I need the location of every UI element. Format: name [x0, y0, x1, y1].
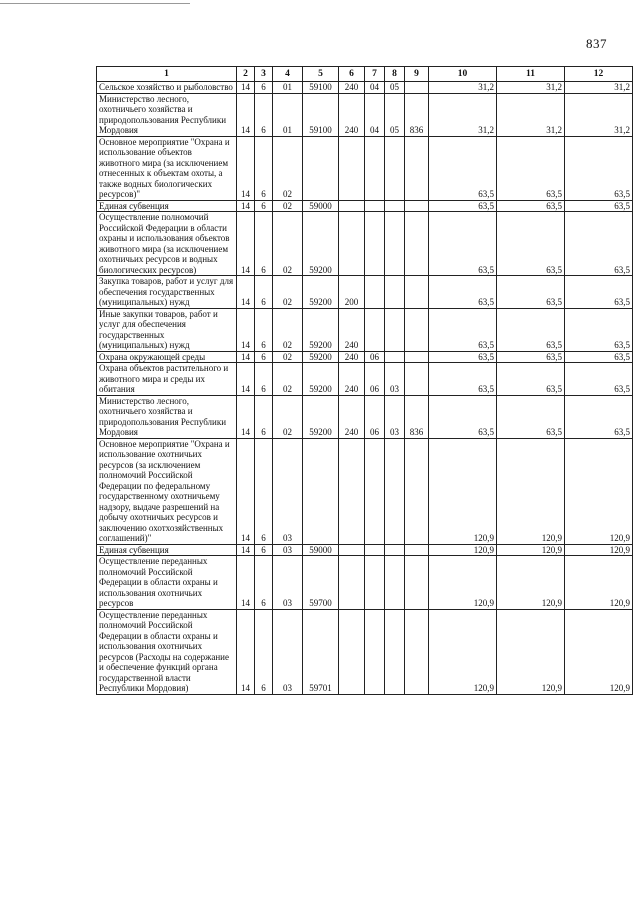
row-value-cell: 03	[273, 544, 303, 556]
row-value-cell	[385, 308, 405, 351]
row-value-cell	[339, 200, 365, 212]
row-value-cell	[365, 212, 385, 276]
row-value-cell: 63,5	[565, 212, 633, 276]
table-row	[97, 395, 633, 438]
row-value-cell: 59200	[303, 212, 339, 276]
column-header-2: 2	[237, 67, 255, 82]
row-value-cell: 14	[237, 544, 255, 556]
row-value-cell: 02	[273, 276, 303, 309]
row-value-cell: 63,5	[565, 200, 633, 212]
row-value-cell: 6	[255, 276, 273, 309]
row-value-cell: 63,5	[429, 276, 497, 309]
row-value-cell: 31,2	[429, 82, 497, 94]
row-value-cell: 6	[255, 351, 273, 363]
row-value-cell: 240	[339, 363, 365, 396]
row-value-cell: 06	[365, 395, 385, 438]
row-value-cell: 59000	[303, 200, 339, 212]
row-value-cell: 120,9	[429, 609, 497, 694]
row-value-cell	[405, 82, 429, 94]
row-value-cell: 63,5	[497, 308, 565, 351]
row-value-cell: 06	[365, 351, 385, 363]
row-value-cell: 63,5	[497, 212, 565, 276]
column-header-8: 8	[385, 67, 405, 82]
table-header-row	[97, 67, 633, 82]
row-name-cell: Сельское хозяйство и рыболовство	[97, 82, 237, 94]
table-row	[97, 276, 633, 309]
row-value-cell	[405, 438, 429, 544]
table-row	[97, 93, 633, 136]
table-row	[97, 82, 633, 94]
row-value-cell: 14	[237, 82, 255, 94]
row-value-cell: 6	[255, 609, 273, 694]
row-value-cell: 14	[237, 200, 255, 212]
row-value-cell: 120,9	[565, 609, 633, 694]
row-name-cell: Единая субвенция	[97, 200, 237, 212]
row-value-cell: 04	[365, 82, 385, 94]
row-value-cell	[339, 212, 365, 276]
row-value-cell: 14	[237, 351, 255, 363]
row-value-cell	[385, 212, 405, 276]
table-row	[97, 609, 633, 694]
row-name-cell: Закупка товаров, работ и услуг для обеспечения государственных (муниципальных) нужд	[97, 276, 237, 309]
row-value-cell	[365, 136, 385, 200]
row-value-cell: 120,9	[497, 609, 565, 694]
page-number: 837	[586, 36, 607, 51]
row-value-cell: 120,9	[429, 438, 497, 544]
row-value-cell	[385, 136, 405, 200]
table-row	[97, 351, 633, 363]
row-value-cell	[405, 609, 429, 694]
row-value-cell: 63,5	[497, 351, 565, 363]
row-value-cell: 59200	[303, 276, 339, 309]
row-value-cell: 03	[273, 556, 303, 610]
row-value-cell	[385, 200, 405, 212]
row-value-cell: 59000	[303, 544, 339, 556]
row-value-cell: 06	[365, 363, 385, 396]
row-value-cell	[365, 308, 385, 351]
row-value-cell: 120,9	[497, 544, 565, 556]
row-value-cell: 836	[405, 395, 429, 438]
row-value-cell: 02	[273, 395, 303, 438]
row-value-cell	[365, 544, 385, 556]
row-value-cell: 6	[255, 93, 273, 136]
row-value-cell: 6	[255, 438, 273, 544]
row-value-cell: 31,2	[497, 93, 565, 136]
row-value-cell: 6	[255, 308, 273, 351]
row-value-cell: 6	[255, 556, 273, 610]
row-value-cell: 02	[273, 351, 303, 363]
row-value-cell: 02	[273, 363, 303, 396]
row-value-cell: 31,2	[497, 82, 565, 94]
column-header-6: 6	[339, 67, 365, 82]
row-value-cell: 59700	[303, 556, 339, 610]
row-value-cell: 6	[255, 395, 273, 438]
scan-top-rule	[0, 3, 190, 4]
row-value-cell: 59701	[303, 609, 339, 694]
row-value-cell: 01	[273, 82, 303, 94]
row-value-cell: 63,5	[497, 276, 565, 309]
row-value-cell: 59100	[303, 93, 339, 136]
row-value-cell: 120,9	[497, 556, 565, 610]
row-value-cell: 63,5	[565, 363, 633, 396]
row-value-cell: 02	[273, 308, 303, 351]
row-value-cell: 59100	[303, 82, 339, 94]
row-value-cell	[405, 363, 429, 396]
row-value-cell: 6	[255, 136, 273, 200]
row-value-cell: 59200	[303, 363, 339, 396]
row-value-cell: 59200	[303, 351, 339, 363]
column-header-11: 11	[497, 67, 565, 82]
row-value-cell	[365, 556, 385, 610]
row-value-cell: 240	[339, 308, 365, 351]
row-value-cell: 14	[237, 276, 255, 309]
row-value-cell	[365, 276, 385, 309]
row-value-cell	[339, 136, 365, 200]
budget-table	[96, 66, 633, 695]
row-value-cell	[405, 544, 429, 556]
row-value-cell	[385, 544, 405, 556]
row-value-cell: 120,9	[565, 544, 633, 556]
column-header-4: 4	[273, 67, 303, 82]
row-value-cell: 03	[385, 363, 405, 396]
row-value-cell	[405, 276, 429, 309]
row-value-cell: 63,5	[565, 136, 633, 200]
row-value-cell: 63,5	[497, 363, 565, 396]
row-name-cell: Министерство лесного, охотничьего хозяйства и природопользования Республики Мордовия	[97, 93, 237, 136]
column-header-3: 3	[255, 67, 273, 82]
row-value-cell	[405, 556, 429, 610]
row-value-cell	[303, 438, 339, 544]
row-value-cell: 14	[237, 363, 255, 396]
row-value-cell: 120,9	[429, 544, 497, 556]
row-value-cell: 63,5	[565, 395, 633, 438]
row-value-cell: 63,5	[497, 395, 565, 438]
row-value-cell: 63,5	[429, 308, 497, 351]
column-header-5: 5	[303, 67, 339, 82]
row-value-cell	[303, 136, 339, 200]
row-value-cell: 63,5	[429, 200, 497, 212]
row-value-cell: 63,5	[429, 136, 497, 200]
row-name-cell: Осуществление переданных полномочий Российской Федерации в области охраны и использования охотничьих ресурсов	[97, 556, 237, 610]
row-name-cell: Осуществление переданных полномочий Российской Федерации в области охраны и использования охотничьих ресурсов (Расходы на содержание и обеспечение функций органа государственной власти Республики Мордовия)	[97, 609, 237, 694]
row-value-cell: 63,5	[429, 212, 497, 276]
row-value-cell	[339, 544, 365, 556]
row-name-cell: Единая субвенция	[97, 544, 237, 556]
row-name-cell: Охрана объектов растительного и животного мира и среды их обитания	[97, 363, 237, 396]
row-value-cell	[405, 308, 429, 351]
row-value-cell: 240	[339, 82, 365, 94]
row-value-cell: 63,5	[497, 136, 565, 200]
row-value-cell: 63,5	[565, 276, 633, 309]
row-value-cell: 120,9	[565, 556, 633, 610]
row-value-cell: 05	[385, 93, 405, 136]
row-value-cell: 120,9	[565, 438, 633, 544]
row-value-cell: 14	[237, 136, 255, 200]
row-name-cell: Основное мероприятие "Охрана и использование объектов животного мира (за исключением отнесенных к объектам охоты, а также водных биологических ресурсов)"	[97, 136, 237, 200]
row-value-cell: 14	[237, 395, 255, 438]
row-value-cell	[365, 200, 385, 212]
row-name-cell: Министерство лесного, охотничьего хозяйства и природопользования Республики Мордовия	[97, 395, 237, 438]
row-value-cell	[385, 609, 405, 694]
row-name-cell: Охрана окружающей среды	[97, 351, 237, 363]
table-row	[97, 363, 633, 396]
column-header-9: 9	[405, 67, 429, 82]
table-row	[97, 136, 633, 200]
row-value-cell: 31,2	[565, 93, 633, 136]
row-value-cell: 03	[385, 395, 405, 438]
row-name-cell: Осуществление полномочий Российской Федерации в области охраны и использования объектов животного мира (за исключением охотничьих ресурсов и водных биологических ресурсов)	[97, 212, 237, 276]
row-value-cell: 240	[339, 93, 365, 136]
row-value-cell: 6	[255, 82, 273, 94]
row-value-cell	[339, 556, 365, 610]
row-value-cell: 02	[273, 212, 303, 276]
row-value-cell: 6	[255, 200, 273, 212]
row-value-cell: 14	[237, 308, 255, 351]
row-value-cell	[385, 276, 405, 309]
row-value-cell: 120,9	[429, 556, 497, 610]
row-value-cell: 01	[273, 93, 303, 136]
row-value-cell: 63,5	[429, 351, 497, 363]
row-value-cell: 14	[237, 212, 255, 276]
row-value-cell: 59200	[303, 395, 339, 438]
row-value-cell	[365, 609, 385, 694]
row-value-cell: 6	[255, 363, 273, 396]
row-value-cell: 03	[273, 438, 303, 544]
table-row	[97, 544, 633, 556]
row-value-cell: 63,5	[565, 351, 633, 363]
row-value-cell: 03	[273, 609, 303, 694]
row-name-cell: Иные закупки товаров, работ и услуг для обеспечения государственных (муниципальных) нужд	[97, 308, 237, 351]
row-value-cell: 14	[237, 438, 255, 544]
row-value-cell: 31,2	[429, 93, 497, 136]
row-value-cell	[405, 136, 429, 200]
row-value-cell	[339, 438, 365, 544]
row-value-cell	[405, 351, 429, 363]
column-header-7: 7	[365, 67, 385, 82]
row-value-cell: 200	[339, 276, 365, 309]
row-value-cell: 14	[237, 93, 255, 136]
row-value-cell: 836	[405, 93, 429, 136]
row-value-cell	[385, 556, 405, 610]
table-row	[97, 438, 633, 544]
row-value-cell: 63,5	[565, 308, 633, 351]
column-header-12: 12	[565, 67, 633, 82]
row-value-cell: 02	[273, 136, 303, 200]
table-row	[97, 556, 633, 610]
row-value-cell: 31,2	[565, 82, 633, 94]
row-value-cell	[365, 438, 385, 544]
row-value-cell: 14	[237, 556, 255, 610]
row-value-cell: 120,9	[497, 438, 565, 544]
row-value-cell: 240	[339, 351, 365, 363]
row-value-cell: 14	[237, 609, 255, 694]
row-value-cell: 240	[339, 395, 365, 438]
row-value-cell	[405, 212, 429, 276]
table-row	[97, 308, 633, 351]
table-row	[97, 200, 633, 212]
row-name-cell: Основное мероприятие "Охрана и использование охотничьих ресурсов (за исключением полномочий Российской Федерации по федеральному государственному охотничьему надзору, выдаче разрешений на добычу охотничьих ресурсов и заключению охотхозяйственных соглашений)"	[97, 438, 237, 544]
table-body	[97, 82, 633, 695]
row-value-cell: 6	[255, 544, 273, 556]
row-value-cell	[405, 200, 429, 212]
row-value-cell: 02	[273, 200, 303, 212]
row-value-cell: 05	[385, 82, 405, 94]
column-header-1: 1	[97, 67, 237, 82]
row-value-cell	[385, 351, 405, 363]
row-value-cell: 04	[365, 93, 385, 136]
row-value-cell: 63,5	[429, 395, 497, 438]
row-value-cell: 59200	[303, 308, 339, 351]
row-value-cell: 6	[255, 212, 273, 276]
row-value-cell: 63,5	[497, 200, 565, 212]
row-value-cell	[339, 609, 365, 694]
row-value-cell: 63,5	[429, 363, 497, 396]
row-value-cell	[385, 438, 405, 544]
table-row	[97, 212, 633, 276]
column-header-10: 10	[429, 67, 497, 82]
